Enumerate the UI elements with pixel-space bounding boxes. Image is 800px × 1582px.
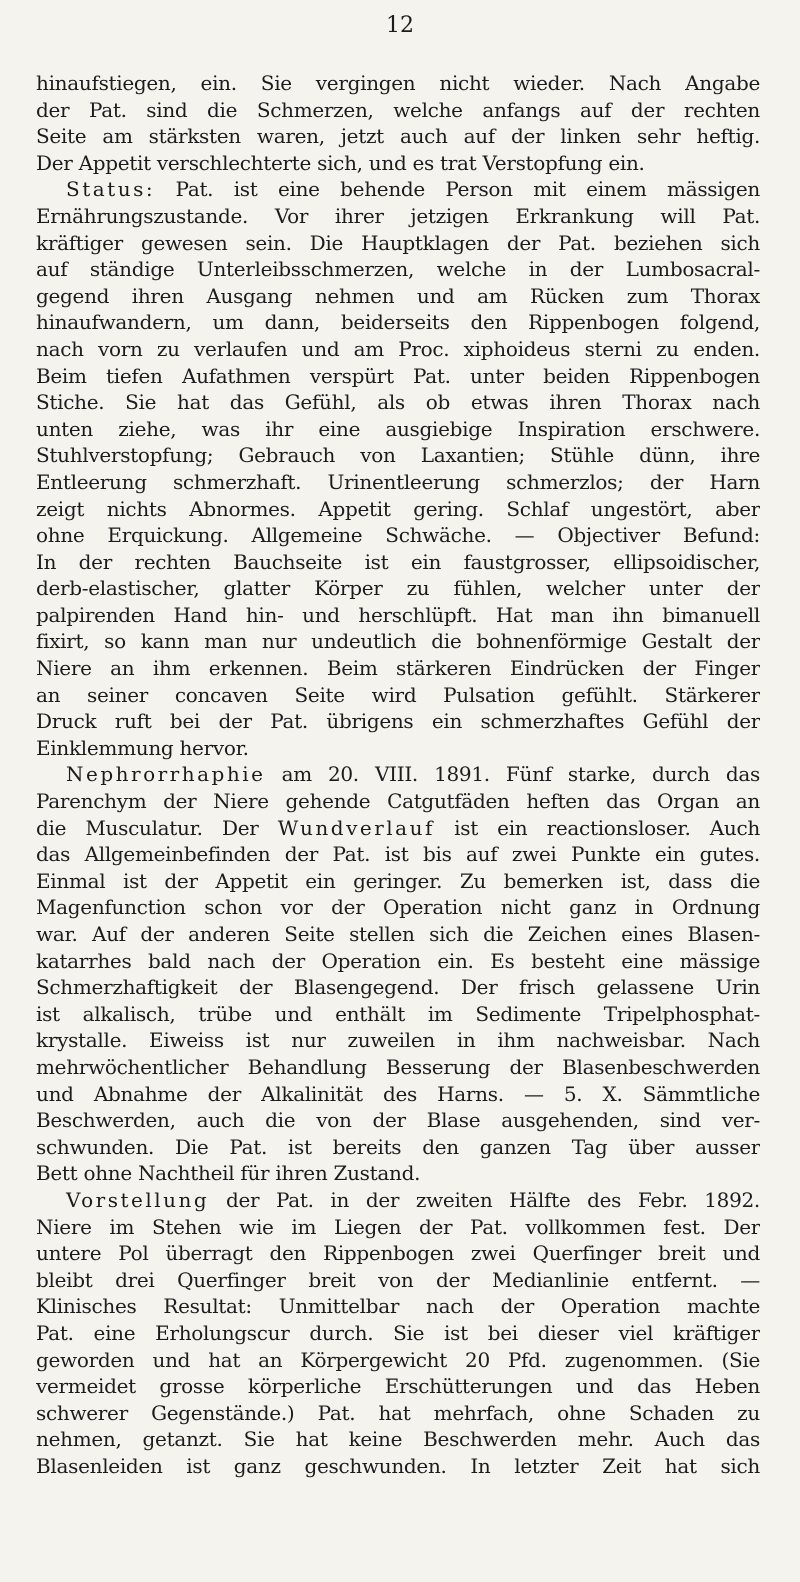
text-line bbox=[36, 336, 760, 363]
line-text: ohne Erquickung. Allgemeine Schwäche. — Objectiver Befund: bbox=[36, 523, 760, 548]
line-text: Ernährungszustande. Vor ihrer jetzigen Erkrankung will Pat. bbox=[36, 203, 760, 228]
text-line bbox=[36, 70, 760, 97]
line-text: schwerer Gegenstände.) Pat. hat mehrfach, ohne Schaden zu bbox=[36, 1400, 760, 1425]
line-text: gegend ihren Ausgang nehmen und am Rücken zum Thorax bbox=[36, 283, 760, 308]
text-line bbox=[36, 283, 760, 310]
line-text: schwunden. Die Pat. ist bereits den ganzen Tag über ausser bbox=[36, 1134, 760, 1159]
line-text: Stiche. Sie hat das Gefühl, als ob etwas ihren Thorax nach bbox=[36, 390, 760, 415]
line-text: bleibt drei Querfinger breit von der Medianlinie entfernt. — bbox=[36, 1267, 760, 1292]
text-line bbox=[36, 841, 760, 868]
line-text: Parenchym der Niere gehende Catgutfäden heften das Organ an bbox=[36, 789, 760, 814]
line-text: an seiner concaven Seite wird Pulsation gefühlt. Stärkerer bbox=[36, 682, 760, 707]
line-text: untere Pol überragt den Rippenbogen zwei Querfinger breit und bbox=[36, 1241, 760, 1266]
text-line bbox=[36, 628, 760, 655]
text-line bbox=[36, 256, 760, 283]
text-line bbox=[36, 123, 760, 150]
text-line bbox=[36, 1293, 760, 1320]
spaced-heading: Vorstellung bbox=[66, 1187, 210, 1212]
line-text: Blasenleiden ist ganz geschwunden. In letzter Zeit hat sich bbox=[36, 1453, 760, 1478]
line-text: ist ein reactionsloser. Auch bbox=[434, 815, 760, 840]
line-text: die Musculatur. Der bbox=[36, 815, 259, 840]
text-line bbox=[36, 921, 760, 948]
text-line bbox=[36, 1054, 760, 1081]
text-line bbox=[36, 176, 760, 203]
line-text: Der Appetit verschlechterte sich, und es trat Verstopfung ein. bbox=[36, 150, 645, 175]
text-line bbox=[36, 868, 760, 895]
line-text: und Abnahme der Alkalinität des Harns. — 5. X. Sämmtliche bbox=[36, 1081, 760, 1106]
line-text: kräftiger gewesen sein. Die Hauptklagen der Pat. beziehen sich bbox=[36, 230, 760, 255]
text-line bbox=[36, 230, 760, 257]
text-line bbox=[36, 203, 760, 230]
page-number: 12 bbox=[386, 13, 414, 38]
text-line bbox=[36, 1160, 760, 1187]
line-text: hinaufstiegen, ein. Sie vergingen nicht wieder. Nach Angabe bbox=[36, 71, 760, 95]
text-line bbox=[36, 1214, 760, 1241]
line-text: palpirenden Hand hin- und herschlüpft. Hat man ihn bimanuell bbox=[36, 602, 760, 627]
line-text: Druck ruft bei der Pat. übrigens ein schmerzhaftes Gefühl der bbox=[36, 709, 760, 734]
text-line bbox=[36, 442, 760, 469]
text-line bbox=[36, 682, 760, 709]
line-text: auf ständige Unterleibsschmerzen, welche in der Lumbosacral- bbox=[36, 257, 760, 282]
line-text: Bett ohne Nachtheil für ihren Zustand. bbox=[36, 1161, 421, 1186]
text-line bbox=[36, 894, 760, 921]
text-line bbox=[36, 575, 760, 602]
text-line bbox=[36, 150, 760, 177]
body-text bbox=[36, 70, 760, 1479]
line-text: Einmal ist der Appetit ein geringer. Zu bemerken ist, dass die bbox=[36, 868, 760, 893]
line-text: Niere im Stehen wie im Liegen der Pat. vollkommen fest. Der bbox=[36, 1214, 760, 1239]
line-text: krystalle. Eiweiss ist nur zuweilen in ihm nachweisbar. Nach bbox=[36, 1028, 760, 1053]
line-text: Stuhlverstopfung; Gebrauch von Laxantien; Stühle dünn, ihre bbox=[36, 443, 760, 468]
line-text: das Allgemeinbefinden der Pat. ist bis auf zwei Punkte ein gutes. bbox=[36, 842, 760, 867]
line-text: Pat. ist eine behende Person mit einem mässigen bbox=[155, 177, 760, 202]
text-line bbox=[36, 1107, 760, 1134]
line-text: katarrhes bald nach der Operation ein. Es besteht eine mässige bbox=[36, 948, 760, 973]
line-text: Beim tiefen Aufathmen verspürt Pat. unter beiden Rippenbogen bbox=[36, 363, 760, 388]
text-line bbox=[36, 1134, 760, 1161]
line-text: ist alkalisch, trübe und enthält im Sedimente Tripelphosphat- bbox=[36, 1001, 760, 1026]
text-line bbox=[36, 761, 760, 788]
text-line bbox=[36, 309, 760, 336]
text-line bbox=[36, 1081, 760, 1108]
text-line bbox=[36, 948, 760, 975]
text-line bbox=[36, 655, 760, 682]
text-line bbox=[36, 389, 760, 416]
text-line bbox=[36, 1267, 760, 1294]
line-text: zeigt nichts Abnormes. Appetit gering. Schlaf ungestört, aber bbox=[36, 496, 760, 521]
text-line bbox=[36, 735, 760, 762]
text-line bbox=[36, 1240, 760, 1267]
text-line bbox=[36, 416, 760, 443]
text-line bbox=[36, 1347, 760, 1374]
spaced-heading: Wundverlauf bbox=[277, 815, 435, 840]
text-line bbox=[36, 1320, 760, 1347]
text-line bbox=[36, 1373, 760, 1400]
text-line bbox=[36, 602, 760, 629]
line-text: Beschwerden, auch die von der Blase ausgehenden, sind ver- bbox=[36, 1108, 760, 1133]
line-text: nach vorn zu verlaufen und am Proc. xiphoideus sterni zu enden. bbox=[36, 336, 760, 361]
line-text: am 20. VIII. 1891. Fünf starke, durch das bbox=[265, 762, 760, 787]
line-text: Klinisches Resultat: Unmittelbar nach der Operation machte bbox=[36, 1294, 760, 1319]
text-line bbox=[36, 1027, 760, 1054]
line-text: unten ziehe, was ihr eine ausgiebige Inspiration erschwere. bbox=[36, 416, 760, 441]
text-line bbox=[36, 788, 760, 815]
line-text: geworden und hat an Körpergewicht 20 Pfd. zugenommen. (Sie bbox=[36, 1347, 760, 1372]
line-text: Seite am stärksten waren, jetzt auch auf der linken sehr heftig. bbox=[36, 124, 760, 149]
line-text: Einklemmung hervor. bbox=[36, 735, 249, 760]
line-text: hinaufwandern, um dann, beiderseits den Rippenbogen folgend, bbox=[36, 310, 760, 335]
line-text: In der rechten Bauchseite ist ein faustgrosser, ellipsoidischer, bbox=[36, 549, 760, 574]
text-line bbox=[36, 97, 760, 124]
text-line bbox=[36, 974, 760, 1001]
text-line bbox=[36, 1187, 760, 1214]
text-line bbox=[36, 815, 760, 842]
line-text: fixirt, so kann man nur undeutlich die bohnenförmige Gestalt der bbox=[36, 629, 760, 654]
text-line bbox=[36, 522, 760, 549]
line-text: Magenfunction schon vor der Operation nicht ganz in Ordnung bbox=[36, 895, 760, 920]
line-text: Schmerzhaftigkeit der Blasengegend. Der frisch gelassene Urin bbox=[36, 975, 760, 1000]
text-line bbox=[36, 549, 760, 576]
line-text: nehmen, getanzt. Sie hat keine Beschwerden mehr. Auch das bbox=[36, 1427, 760, 1452]
line-text: war. Auf der anderen Seite stellen sich die Zeichen eines Blasen- bbox=[36, 922, 760, 946]
line-text: Entleerung schmerzhaft. Urinentleerung schmerzlos; der Harn bbox=[36, 469, 760, 494]
line-text: Niere an ihm erkennen. Beim stärkeren Eindrücken der Finger bbox=[36, 656, 760, 681]
spaced-heading: Nephrorrhaphie bbox=[66, 762, 266, 787]
text-line bbox=[36, 496, 760, 523]
text-line bbox=[36, 1400, 760, 1427]
text-line bbox=[36, 1426, 760, 1453]
line-text: vermeidet grosse körperliche Erschütterungen und das Heben bbox=[36, 1374, 760, 1399]
line-text: mehrwöchentlicher Behandlung Besserung der Blasenbeschwerden bbox=[36, 1054, 760, 1079]
text-line bbox=[36, 363, 760, 390]
line-text: der Pat. sind die Schmerzen, welche anfangs auf der rechten bbox=[36, 97, 760, 122]
spaced-heading: Status: bbox=[66, 177, 156, 202]
text-line bbox=[36, 708, 760, 735]
text-line bbox=[36, 1001, 760, 1028]
text-line bbox=[36, 1453, 760, 1480]
line-text: Pat. eine Erholungscur durch. Sie ist bei dieser viel kräftiger bbox=[36, 1320, 760, 1345]
line-text: derb-elastischer, glatter Körper zu fühlen, welcher unter der bbox=[36, 576, 760, 601]
text-line bbox=[36, 469, 760, 496]
line-text: der Pat. in der zweiten Hälfte des Febr. 1892. bbox=[209, 1187, 760, 1212]
